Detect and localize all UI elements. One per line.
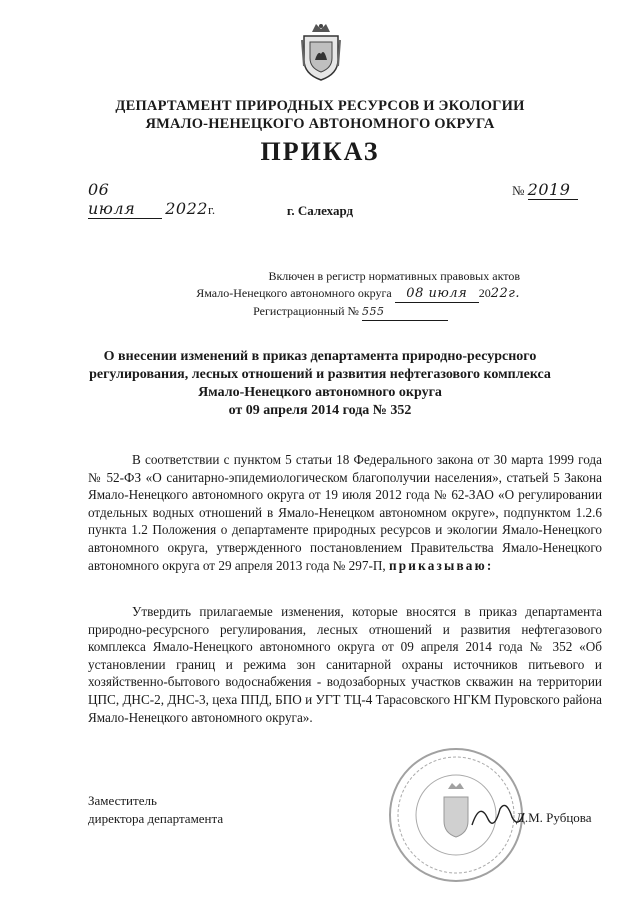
- order-year: 2022: [165, 199, 208, 218]
- paragraph-legal-basis: [88, 451, 602, 574]
- paragraph-approval: Утвердить прилагаемые изменения, которые вносятся в приказ департамента природно-ресурсного регулирования, лесных отношений и развития нефтегазового комплекса Ямало-Ненецкого автономного округа от 09 апреля 2014 года № 352 «Об установлении границ и режима зон санитарной охраны источников питьевого и хозяйственно-бытового водоснабжения - водозаборных участков скважин на территории ЦПС, ДНС-2, ДНС-3, цеха ППД, БПО и УГТ ТЦ-4 Тарасовского НГКМ Пуровского района Ямало-Ненецкого автономного округа».: [88, 604, 602, 725]
- order-number-prefix: №: [512, 183, 525, 198]
- city: г. Салехард: [286, 203, 354, 218]
- department-name: [0, 97, 640, 133]
- registration-number: 555: [362, 303, 448, 321]
- order-subject: [80, 348, 560, 420]
- subject-line-2: регулирования, лесных отношений и развития нефтегазового комплекса: [89, 367, 551, 382]
- signer-position-line-1: Заместитель: [88, 793, 157, 808]
- order-date-handwritten: 06 июля: [88, 180, 162, 219]
- coat-of-arms-emblem: [298, 20, 344, 84]
- registration-line-1: Включен в регистр нормативных правовых актов: [268, 269, 520, 283]
- registration-stamp: [160, 268, 520, 321]
- subject-line-3: Ямало-Ненецкого автономного округа: [198, 385, 442, 400]
- order-number-handwritten: 2019: [528, 180, 578, 200]
- registration-number-label: Регистрационный №: [253, 304, 359, 318]
- subject-line-4: от 09 апреля 2014 года № 352: [228, 403, 412, 418]
- registration-line-3: [160, 303, 520, 321]
- order-year-suffix: г.: [207, 202, 216, 217]
- registration-year-hand: 22г.: [490, 286, 520, 301]
- registration-line-2: [160, 285, 520, 303]
- department-line-1: ДЕПАРТАМЕНТ ПРИРОДНЫХ РЕСУРСОВ И ЭКОЛОГИИ: [115, 98, 525, 114]
- department-line-2: ЯМАЛО-НЕНЕЦКОГО АВТОНОМНОГО ОКРУГА: [145, 116, 495, 132]
- directive-text: приказываю:: [388, 557, 494, 573]
- order-number: [512, 180, 578, 200]
- registration-region: Ямало-Ненецкого автономного округа: [196, 286, 392, 300]
- paragraph-1-text: В соответствии с пунктом 5 статьи 18 Федерального закона от 30 марта 1999 года № 52-ФЗ «О санитарно-эпидемиологическом благополучии населения», статьей 5 Закона Ямало-Ненецкого автономного округа от 19 июля 2012 года № 62-ЗАО «О регулировании отдельных водных отношений в Ямало-Ненецком автономном округе», подпунктом 1.2.6 пункта 1.2 Положения о департаменте природных ресурсов и экологии Ямало-Ненецкого автономного округа, утвержденного постановлением Правительства Ямало-Ненецкого автономного округа от 29 апреля 2013 года № 297-П,: [88, 452, 602, 573]
- signer-position-line-2: директора департамента: [88, 811, 224, 826]
- registration-year: 20: [478, 286, 491, 300]
- registration-date: 08 июля: [395, 285, 479, 303]
- doc-type-title: ПРИКАЗ: [260, 137, 380, 166]
- signer-name: Д.М. Рубцова: [516, 810, 592, 825]
- subject-line-1: О внесении изменений в приказ департамента природно-ресурсного: [103, 349, 537, 364]
- signer-position: [88, 792, 223, 828]
